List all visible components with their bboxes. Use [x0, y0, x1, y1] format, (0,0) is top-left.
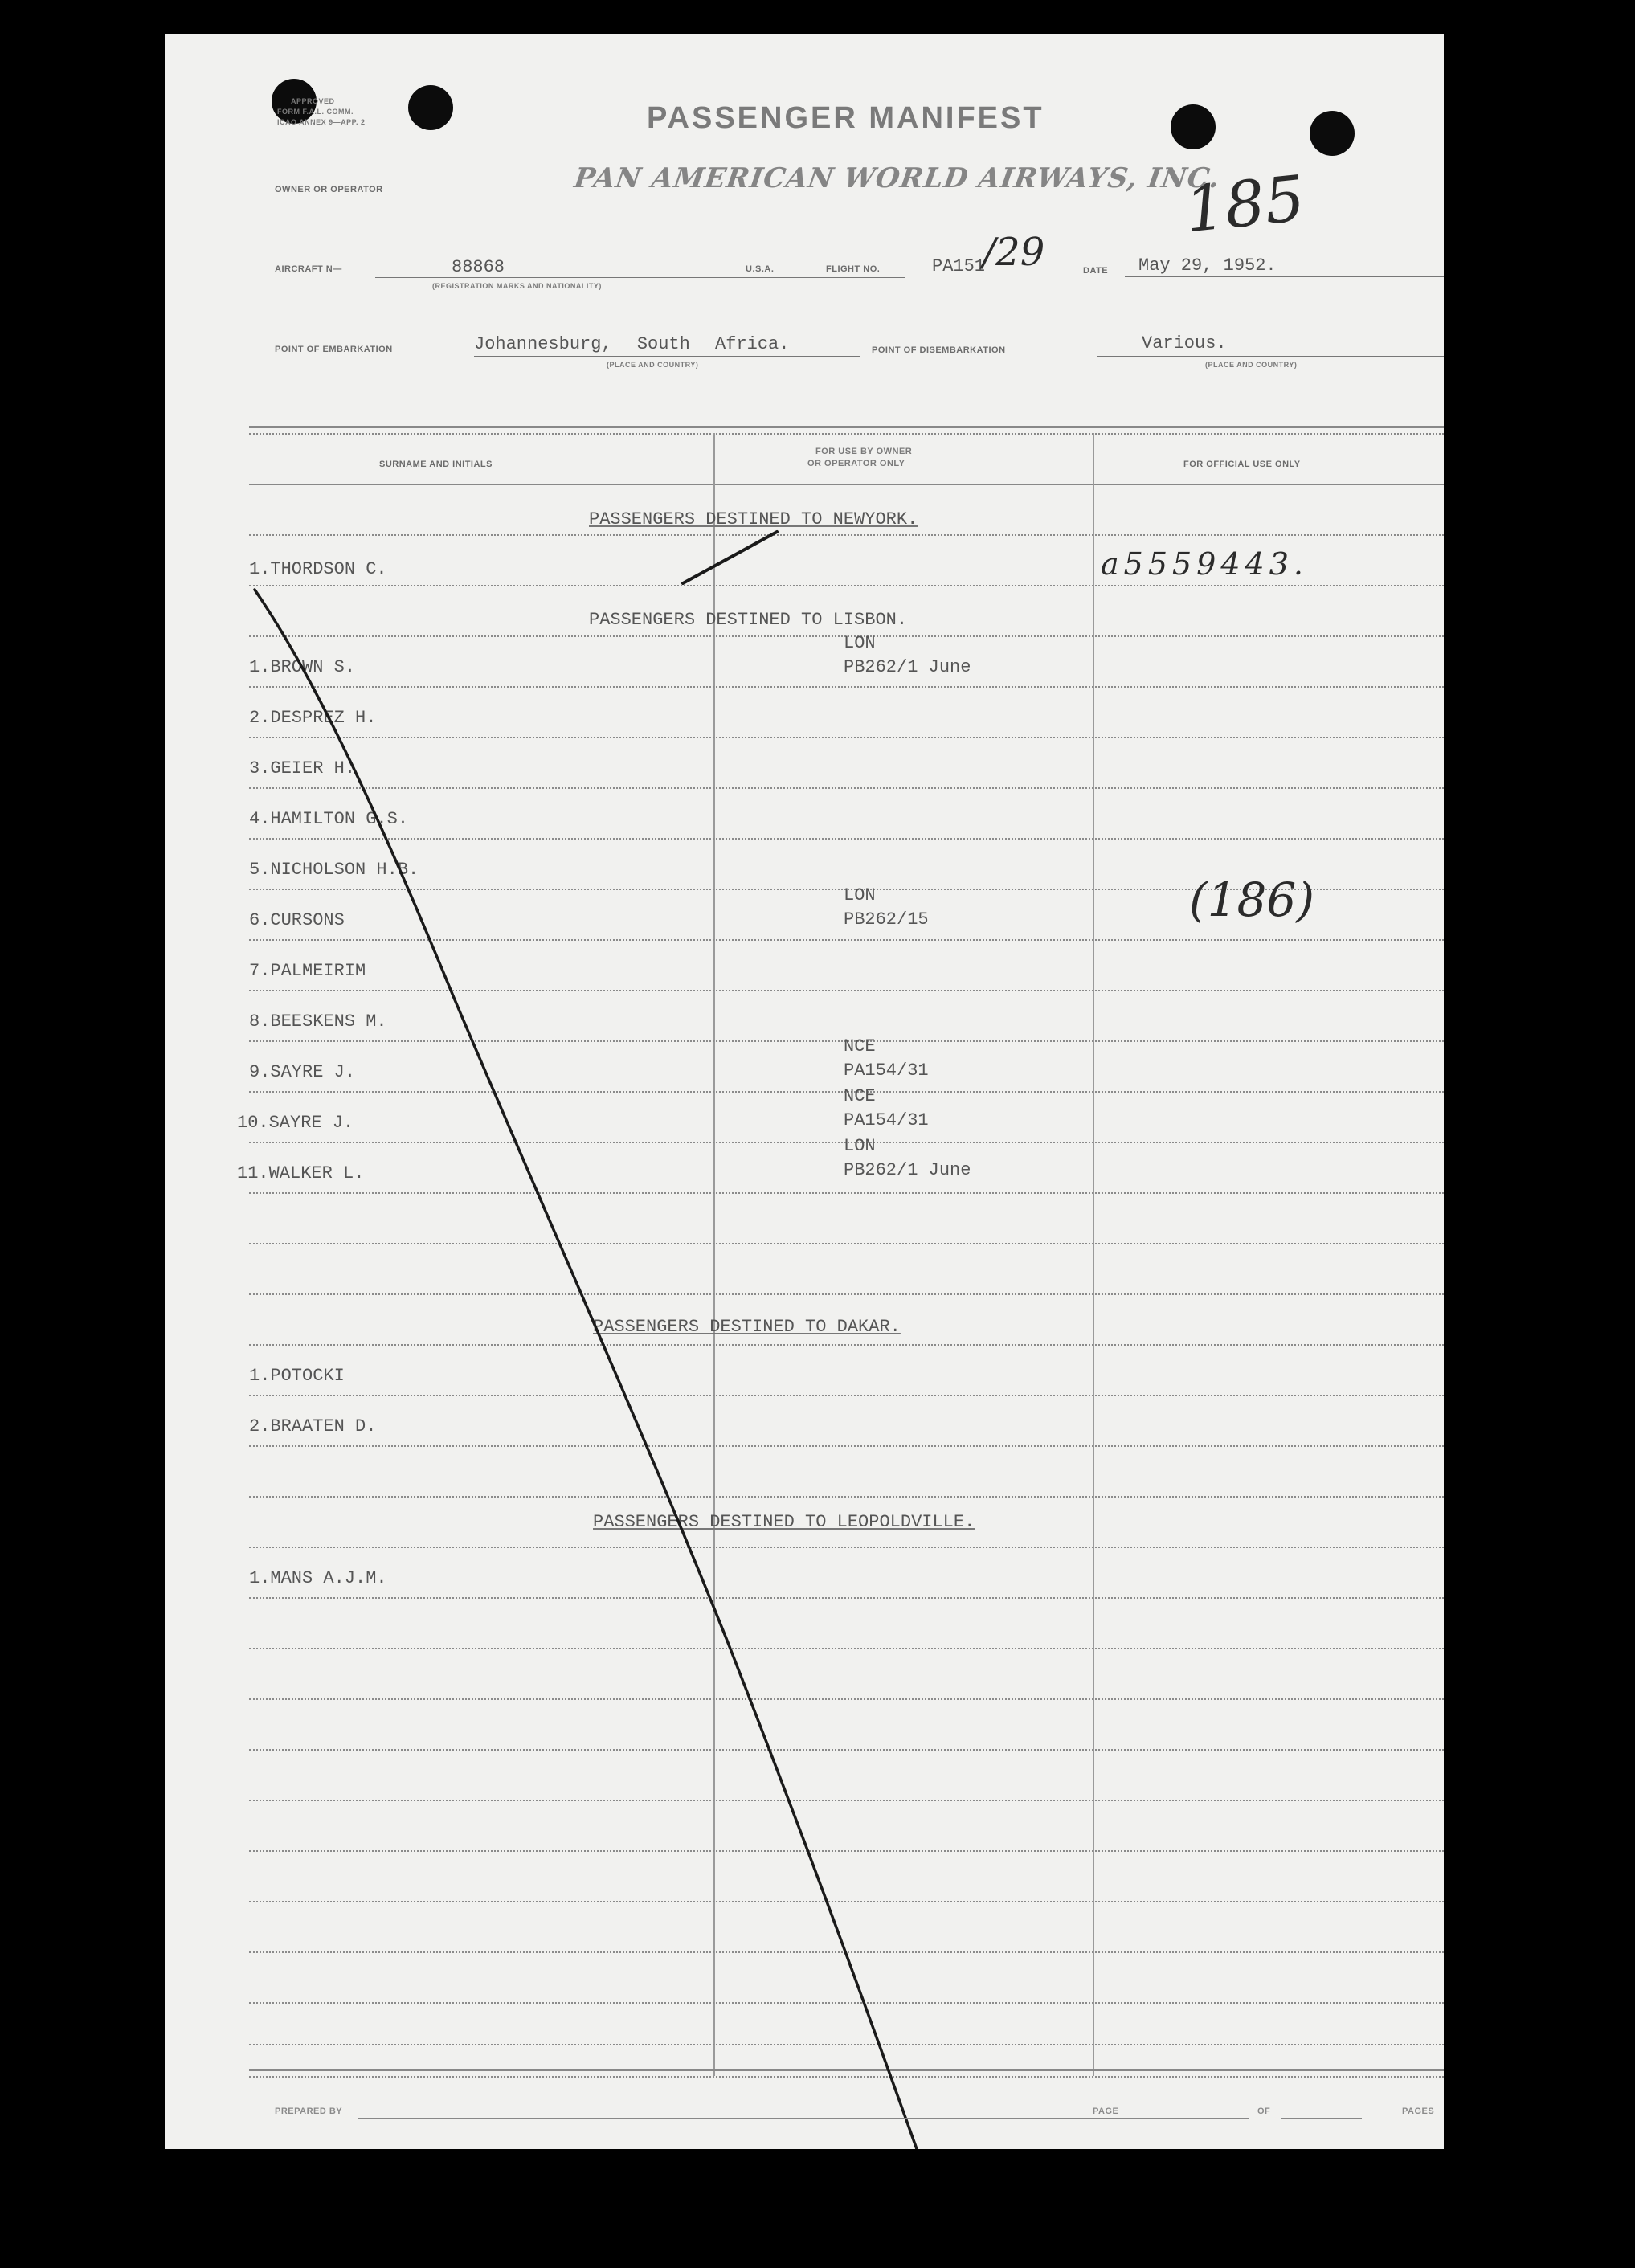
handwritten-flight-suffix: /29	[983, 230, 1045, 275]
flight-value: PA151	[932, 256, 986, 276]
owner-note: PB262/1 June	[844, 1160, 971, 1180]
embark-label: POINT OF EMBARKATION	[275, 345, 393, 354]
section-heading-newyork: PASSENGERS DESTINED TO NEWYORK.	[589, 509, 918, 529]
passenger-name: 9.SAYRE J.	[249, 1062, 356, 1082]
handwritten-bracket-note: (186)	[1189, 872, 1314, 927]
prepared-by-line	[358, 2118, 1249, 2119]
passenger-name: 10.SAYRE J.	[237, 1113, 354, 1133]
usa-label: U.S.A.	[746, 264, 775, 274]
pages-label: PAGES	[1402, 2107, 1435, 2116]
aircraft-value: 88868	[452, 257, 505, 277]
flight-label: FLIGHT NO.	[826, 264, 881, 274]
disembark-label: POINT OF DISEMBARKATION	[872, 345, 1006, 355]
passenger-name: 1.MANS A.J.M.	[249, 1568, 387, 1588]
owner-note: LON	[844, 885, 876, 905]
owner-label: OWNER OR OPERATOR	[275, 185, 383, 194]
owner-note: PB262/1 June	[844, 657, 971, 677]
aircraft-label: AIRCRAFT N—	[275, 264, 342, 274]
disembark-value: Various.	[1142, 333, 1227, 353]
col-header-surname: SURNAME AND INITIALS	[379, 460, 493, 469]
passenger-name: 8.BEESKENS M.	[249, 1011, 387, 1032]
registration-caption: (REGISTRATION MARKS AND NATIONALITY)	[432, 282, 602, 290]
passenger-name: 1.THORDSON C.	[249, 559, 387, 579]
passenger-name: 2.DESPREZ H.	[249, 708, 377, 728]
approval-line-3: ICAO ANNEX 9—APP. 2	[277, 118, 366, 126]
passenger-name: 7.PALMEIRIM	[249, 961, 366, 981]
owner-note: LON	[844, 1136, 876, 1156]
date-label: DATE	[1083, 266, 1109, 276]
passenger-name: 11.WALKER L.	[237, 1163, 365, 1183]
of-label: OF	[1257, 2107, 1271, 2116]
handwritten-page-number: 185	[1181, 162, 1309, 247]
page-label: PAGE	[1093, 2107, 1119, 2116]
page-line	[1129, 2118, 1217, 2119]
owner-note: PA154/31	[844, 1060, 929, 1081]
pen-strokes	[165, 34, 1444, 2149]
handwritten-official-note: a5559443.	[1101, 546, 1308, 582]
passenger-name: 2.BRAATEN D.	[249, 1416, 377, 1436]
date-value: May 29, 1952.	[1138, 255, 1277, 276]
of-line	[1281, 2118, 1362, 2119]
owner-note: PB262/15	[844, 909, 929, 930]
prepared-by-label: PREPARED BY	[275, 2107, 343, 2116]
passenger-name: 1.BROWN S.	[249, 657, 356, 677]
embark-caption: (PLACE AND COUNTRY)	[607, 361, 699, 369]
passenger-name: 6.CURSONS	[249, 910, 345, 930]
checkmark-stroke	[683, 532, 777, 583]
section-heading-dakar: PASSENGERS DESTINED TO DAKAR.	[593, 1317, 901, 1337]
section-heading-leopoldville: PASSENGERS DESTINED TO LEOPOLDVILLE.	[593, 1512, 975, 1532]
passenger-name: 3.GEIER H.	[249, 758, 356, 778]
owner-note: LON	[844, 633, 876, 653]
section-heading-lisbon: PASSENGERS DESTINED TO LISBON.	[589, 610, 908, 630]
approval-line-2: FORM F.A.L. COMM.	[277, 108, 354, 116]
disembark-caption: (PLACE AND COUNTRY)	[1205, 361, 1298, 369]
owner-note: PA154/31	[844, 1110, 929, 1130]
col-header-official: FOR OFFICIAL USE ONLY	[1183, 460, 1301, 469]
approval-line-1: APPROVED	[291, 97, 335, 105]
owner-note: NCE	[844, 1036, 876, 1056]
owner-note: NCE	[844, 1086, 876, 1106]
form-title: PASSENGER MANIFEST	[647, 101, 1044, 135]
manifest-sheet	[165, 34, 1444, 2149]
passenger-name: 4.HAMILTON G.S.	[249, 809, 409, 829]
embark-value: Johannesburg, South Africa.	[474, 334, 790, 354]
cross-out-stroke	[255, 590, 917, 2149]
passenger-name: 5.NICHOLSON H.B.	[249, 860, 419, 880]
col-header-owner-line2: OR OPERATOR ONLY	[807, 459, 905, 468]
owner-value: PAN AMERICAN WORLD AIRWAYS, INC.	[572, 162, 1222, 194]
passenger-name: 1.POTOCKI	[249, 1366, 345, 1386]
col-header-owner-line1: FOR USE BY OWNER	[815, 447, 913, 456]
